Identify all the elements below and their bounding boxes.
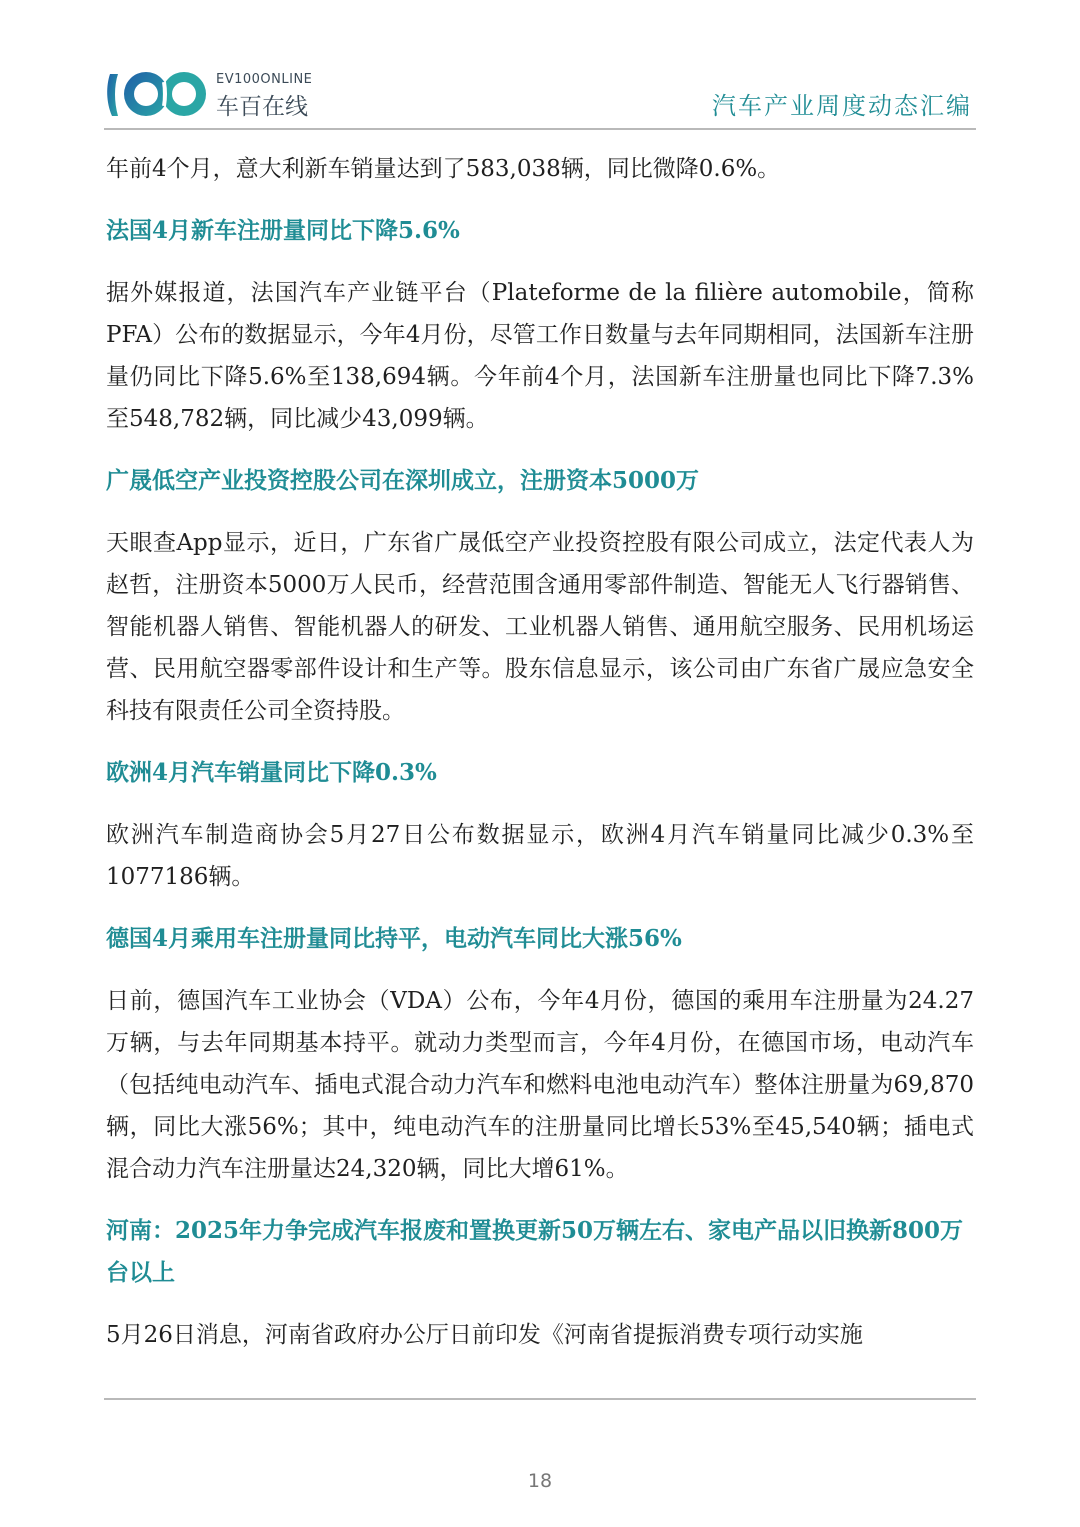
- ev100-logo: [104, 64, 319, 122]
- footer-divider: [104, 1398, 976, 1400]
- paragraph: 天眼查App显示，近日，广东省广晟低空产业投资控股有限公司成立，法定代表人为赵哲，注册资本5000万人民币，经营范围含通用零部件制造、智能无人飞行器销售、智能机器人销售、智能机器人的研发、工业机器人销售、通用航空服务、民用机场运营、民用航空器零部件设计和生产等。股东信息显示，该公司由广东省广晟应急安全科技有限责任公司全资持股。: [106, 530, 974, 724]
- document-title: 汽车产业周度动态汇编: [712, 92, 972, 120]
- section-heading: 欧洲4月汽车销量同比下降0.3%: [106, 759, 437, 786]
- header-divider: [104, 128, 976, 130]
- document-body: [106, 148, 974, 1376]
- paragraph: 日前，德国汽车工业协会（VDA）公布，今年4月份，德国的乘用车注册量为24.27万辆，与去年同期基本持平。就动力类型而言，今年4月份，在德国市场，电动汽车（包括纯电动汽车、插电式混合动力汽车和燃料电池电动汽车）整体注册量为69,870辆，同比大涨56%；其中，纯电动汽车的注册量同比增长53%至45,540辆；插电式混合动力汽车注册量达24,320辆，同比大增61%。: [106, 988, 974, 1182]
- paragraph: 据外媒报道，法国汽车产业链平台（Plateforme de la filière automobile，简称PFA）公布的数据显示，今年4月份，尽管工作日数量与去年同期相同，法国新车注册量仍同比下降5.6%至138,694辆。今年前4个月，法国新车注册量也同比下降7.3%至548,782辆，同比减少43,099辆。: [106, 280, 974, 432]
- logo-mark-icon: [104, 64, 214, 122]
- page-header: [104, 60, 976, 130]
- paragraph: 5月26日消息，河南省政府办公厅日前印发《河南省提振消费专项行动实施: [106, 1322, 863, 1348]
- paragraph: 年前4个月，意大利新车销量达到了583,038辆，同比微降0.6%。: [106, 156, 781, 182]
- section-heading: 广晟低空产业投资控股公司在深圳成立，注册资本5000万: [106, 467, 700, 494]
- page-number: 18: [527, 1470, 553, 1492]
- section-heading: 德国4月乘用车注册量同比持平，电动汽车同比大涨56%: [106, 925, 682, 952]
- logo-english-text: EV100ONLINE: [216, 72, 313, 87]
- logo-chinese-text: 车百在线: [216, 94, 308, 120]
- paragraph: 欧洲汽车制造商协会5月27日公布数据显示，欧洲4月汽车销量同比减少0.3%至1077186辆。: [106, 822, 974, 890]
- section-heading: 河南：2025年力争完成汽车报废和置换更新50万辆左右、家电产品以旧换新800万台以上: [106, 1217, 964, 1286]
- section-heading: 法国4月新车注册量同比下降5.6%: [106, 217, 460, 244]
